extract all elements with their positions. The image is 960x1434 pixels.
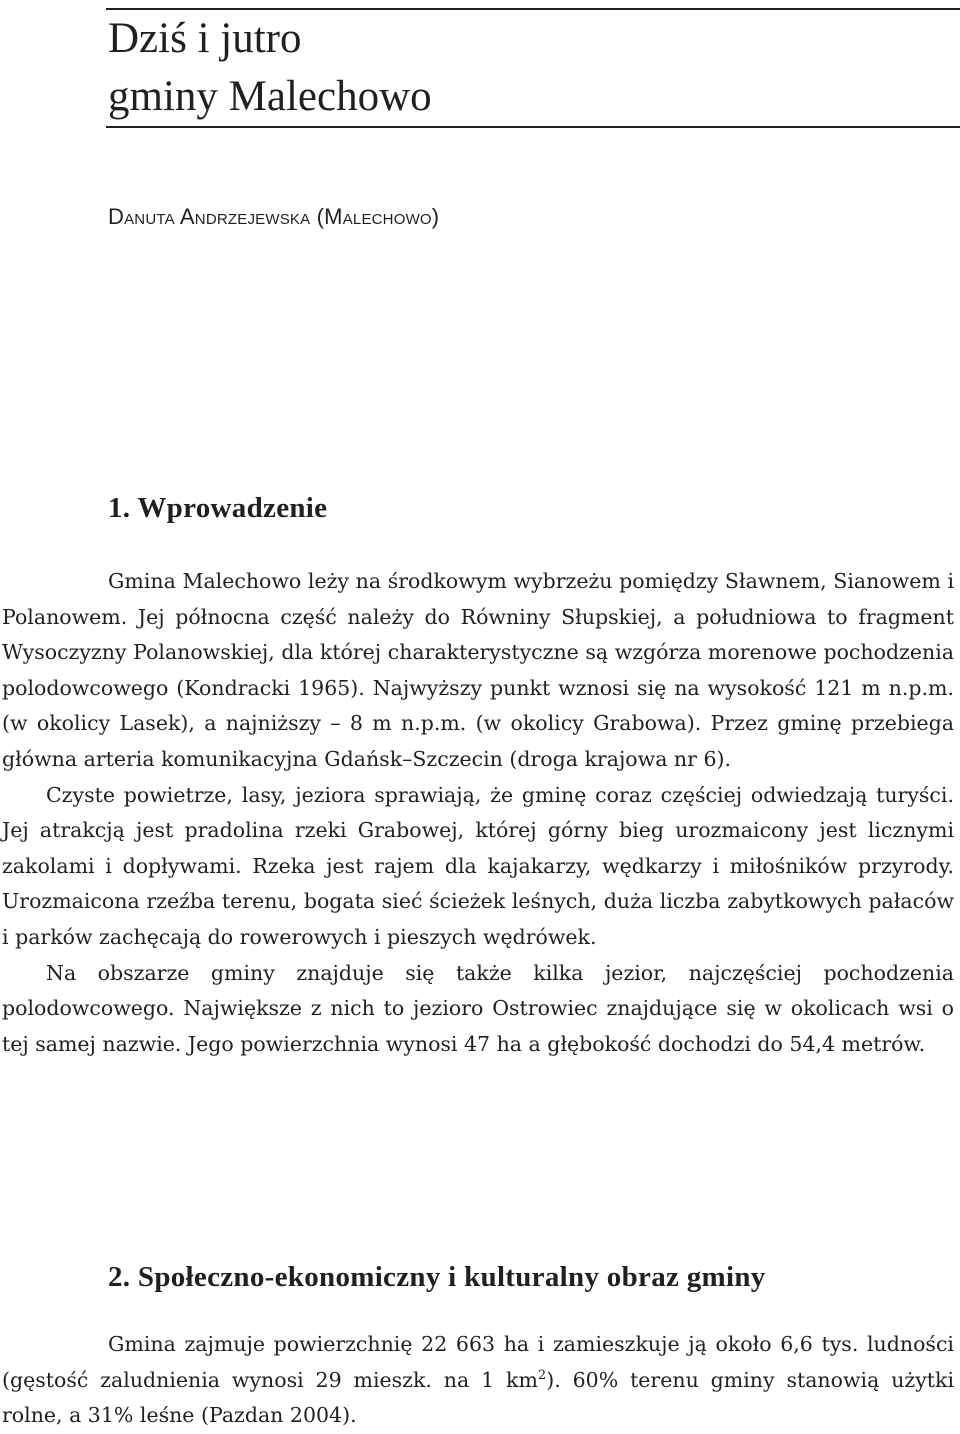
article-title-line-1: Dziś i jutro	[108, 15, 302, 62]
superscript: 2	[537, 1367, 547, 1383]
section-heading-socioeconomic: 2. Społeczno-ekonomiczny i kulturalny obraz gminy	[108, 1261, 766, 1293]
author-line: Danuta Andrzejewska (Malechowo)	[108, 204, 440, 229]
paragraph-text: ). 60% terenu gminy stanowią użytki rolne, a 31% leśne (Pazdan 2004).	[2, 1367, 954, 1428]
section-introduction-body	[2, 564, 954, 1062]
paragraph	[2, 1327, 954, 1434]
section-socioeconomic-body	[2, 1327, 954, 1434]
paragraph: Czyste powietrze, lasy, jeziora sprawiają, że gminę coraz częściej odwiedzają turyści. Jej atrakcją jest pradolina rzeki Grabowej, której górny bieg urozmaicony jest licznymi zakolami i dopływami. Rzeka jest rajem dla kajakarzy, wędkarzy i miłośników przyrody. Urozmaicona rzeźba terenu, bogata sieć ścieżek leśnych, duża liczba zabytkowych pałaców i parków zachęcają do rowerowych i pieszych wędrówek.	[2, 782, 954, 949]
paragraph: Gmina Malechowo leży na środkowym wybrzeżu pomiędzy Sławnem, Sianowem i Polanowem. Jej północna część należy do Równiny Słupskiej, a południowa to fragment Wysoczyzny Polanowskiej, dla której charakterystyczne są wzgórza morenowe pochodzenia polodowcowego (Kondracki 1965). Najwyższy punkt wznosi się na wysokość 121 m n.p.m. (w okolicy Lasek), a najniższy – 8 m n.p.m. (w okolicy Grabowa). Przez gminę przebiega główna arteria komunikacyjna Gdańsk–Szczecin (droga krajowa nr 6).	[2, 569, 954, 771]
paragraph: Na obszarze gminy znajduje się także kilka jezior, najczęściej pochodzenia polodowcowego. Największe z nich to jezioro Ostrowiec znajdujące się w okolicach wsi o tej samej nazwie. Jego powierzchnia wynosi 47 ha a głębokość dochodzi do 54,4 metrów.	[2, 960, 954, 1056]
section-heading-introduction: 1. Wprowadzenie	[108, 492, 328, 524]
paragraph-text: Gmina zajmuje powierzchnię 22 663 ha i zamieszkuje ją około 6,6 tys. ludności (gęstość zaludnienia wynosi 29 mieszk. na 1 km	[2, 1332, 954, 1392]
article-title	[108, 10, 432, 126]
article-title-line-2: gminy Malechowo	[108, 73, 432, 120]
title-underline-rule	[106, 126, 960, 128]
